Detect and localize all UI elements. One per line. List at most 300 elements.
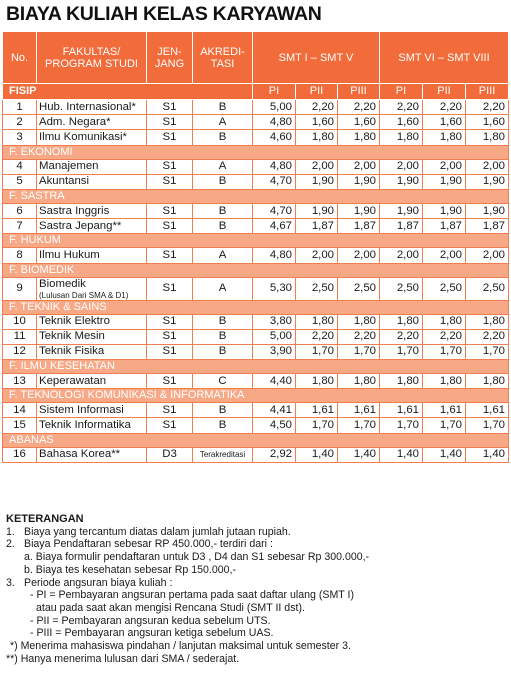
fee-smt2-p3 [466,130,509,145]
note-3a-cont: atau pada saat akan mengisi Rencana Studi (SMT II dst). [36,601,305,614]
program-name-text: Akuntansi [39,175,90,188]
fee-smt2-p1 [380,174,423,189]
row-akreditasi [193,329,253,344]
fee-smt1-p1-text: 3,90 [269,345,292,358]
program-name-text: Manajemen [39,160,99,173]
row-number [3,159,37,174]
fee-smt2-p1 [380,219,423,234]
note-2a: a. Biaya formulir pendaftaran untuk D3 , D4 dan S1 sebesar Rp 300.000,- [24,551,370,564]
row-jenjang-text: D3 [162,448,177,461]
fee-smt2-p2 [423,344,466,359]
fee-smt1-p1 [253,248,296,263]
row-akreditasi-text: B [218,204,227,217]
program-name [37,203,147,218]
row-jenjang-text: S1 [162,403,177,416]
fee-smt2-p2 [423,329,466,344]
fee-smt1-p3-text: 1,90 [353,204,376,217]
fee-smt1-p1 [253,100,296,115]
fee-smt1-p1-text: 4,80 [269,160,292,173]
row-akreditasi-text: B [218,403,227,416]
row-jenjang [147,159,193,174]
row-akreditasi-text: Terakreditasi [199,450,246,460]
row-jenjang-text: S1 [162,345,177,358]
fee-smt2-p1 [380,159,423,174]
fee-smt1-p2 [296,329,338,344]
row-number [3,277,37,300]
group-teknik [3,314,509,360]
fee-smt1-p2-text: 1,90 [311,204,334,217]
row-jenjang [147,203,193,218]
group-fisip [3,100,509,146]
fee-smt2-p1-text: 2,00 [396,160,419,173]
fee-smt1-p2-text: 1,70 [311,345,334,358]
row-akreditasi [193,100,253,115]
fee-smt1-p1 [253,159,296,174]
fee-smt2-p2 [423,314,466,329]
fee-smt2-p1-text: 2,20 [396,330,419,343]
fee-smt1-p3-text: 2,20 [353,100,376,113]
note-3b: - PII = Pembayaran angsuran kedua sebelum UTS. [30,614,271,627]
row-number-text: 4 [16,160,23,173]
fee-smt1-p1-text: 4,80 [269,248,292,261]
row-akreditasi [193,314,253,329]
fee-smt2-p2 [423,277,466,300]
table-row [3,159,509,174]
fee-smt1-p2 [296,418,338,433]
program-name-text: Hub. Internasional* [39,100,136,113]
program-name [37,100,147,115]
row-jenjang-text: S1 [162,175,177,188]
fee-smt2-p2-text: 1,80 [439,374,462,387]
header-fakultas: FAKULTAS/ PROGRAM STUDI [37,32,147,84]
fee-smt1-p2-text: 1,87 [311,219,334,232]
row-jenjang [147,100,193,115]
fee-smt2-p1-text: 1,60 [396,115,419,128]
fee-smt2-p1 [380,403,423,418]
fee-smt2-p2-text: 2,20 [439,330,462,343]
fee-smt1-p1-text: 4,70 [269,204,292,217]
fee-smt2-p1-text: 1,80 [396,315,419,328]
row-number [3,100,37,115]
fee-smt2-p1-text: 2,00 [396,248,419,261]
fee-smt1-p1-text: 4,40 [269,374,292,387]
row-number-text: 11 [13,330,26,343]
row-number-text: 1 [16,100,23,113]
row-jenjang-text: S1 [162,115,177,128]
fee-smt1-p2-text: 1,40 [311,448,334,461]
row-akreditasi [193,174,253,189]
program-name-text: Sistem Informasi [39,403,124,416]
row-number [3,314,37,329]
fee-smt1-p1 [253,130,296,145]
fee-smt2-p3-text: 1,61 [482,403,506,416]
row-number [3,248,37,263]
fee-smt2-p2 [423,174,466,189]
table-row [3,374,509,389]
table-row [3,344,509,359]
fee-smt1-p3-text: 2,00 [353,160,376,173]
fee-table [2,31,509,463]
fee-smt2-p3 [466,418,509,433]
row-number-text: 5 [16,175,23,188]
row-jenjang [147,314,193,329]
fee-smt1-p3 [338,418,380,433]
row-jenjang [147,248,193,263]
header-p1: PI [380,84,423,100]
group-ekonomi [3,159,509,189]
row-number-text: 2 [16,115,23,128]
section-teknik: F. TEKNIK & SAINS [3,300,509,314]
fee-smt1-p1-text: 4,80 [269,115,292,128]
row-number-text: 16 [13,448,26,461]
program-name-text: Teknik Informatika [39,419,131,432]
fee-smt1-p1-text: 4,70 [269,175,292,188]
fee-smt2-p1-text: 2,20 [396,100,419,113]
row-number [3,130,37,145]
row-jenjang [147,403,193,418]
fee-smt1-p2 [296,403,338,418]
fee-smt1-p2-text: 1,80 [311,374,334,387]
row-number [3,418,37,433]
row-jenjang-text: S1 [162,204,177,217]
fee-smt2-p1-text: 1,80 [396,374,419,387]
row-akreditasi-text: A [218,248,227,261]
fee-smt2-p2 [423,203,466,218]
row-akreditasi-text: C [218,374,227,387]
row-number [3,203,37,218]
fee-smt2-p3 [466,203,509,218]
fee-smt2-p3 [466,174,509,189]
fee-smt2-p1-text: 1,40 [396,448,419,461]
fee-smt2-p1 [380,418,423,433]
fee-smt1-p3 [338,130,380,145]
fee-smt2-p1 [380,374,423,389]
fee-smt2-p3-text: 2,20 [482,100,506,113]
group-abanas [3,447,509,462]
fee-smt1-p3 [338,314,380,329]
row-akreditasi-text: B [218,130,227,143]
note-2: Biaya Pendaftaran sebesar RP 450.000,- terdiri dari : [24,538,273,551]
fee-smt2-p3-text: 1,80 [482,315,506,328]
table-row [3,314,509,329]
program-name [37,159,147,174]
row-number [3,374,37,389]
fee-smt1-p1-text: 5,30 [269,282,292,294]
row-akreditasi-text: B [218,219,227,232]
row-number [3,403,37,418]
table-row [3,174,509,189]
row-jenjang [147,329,193,344]
fee-smt1-p1 [253,403,296,418]
note-3: Periode angsuran biaya kuliah : [24,576,173,589]
fee-smt2-p2-text: 1,90 [439,175,462,188]
row-jenjang [147,174,193,189]
fee-smt1-p3-text: 1,70 [353,345,376,358]
fee-smt1-p1-text: 5,00 [269,100,292,113]
fee-smt2-p3-text: 1,87 [482,219,506,232]
row-jenjang-text: S1 [162,374,177,387]
fee-smt2-p3 [466,100,509,115]
fee-smt2-p1-text: 1,90 [396,175,419,188]
program-name [37,447,147,462]
fee-smt2-p2-text: 1,80 [439,130,462,143]
fee-smt1-p2-text: 2,00 [311,248,334,261]
fee-smt2-p2-text: 1,87 [439,219,462,232]
table-row [3,447,509,462]
fee-smt2-p2 [423,447,466,462]
row-jenjang-text: S1 [162,419,177,432]
header-no: No. [3,32,37,84]
note-3a: - PI = Pembayaran angsuran pertama pada saat daftar ulang (SMT I) [30,589,354,602]
row-akreditasi [193,447,253,462]
row-akreditasi [193,374,253,389]
group-hukum [3,248,509,263]
program-name [37,248,147,263]
note-3c: - PIII = Pembayaran angsuran ketiga sebelum UAS. [30,627,274,640]
fee-smt1-p3-text: 1,80 [353,374,376,387]
fee-smt1-p2 [296,130,338,145]
fee-smt1-p3 [338,374,380,389]
fee-smt1-p3-text: 1,70 [353,419,376,432]
fee-smt1-p3 [338,100,380,115]
fee-smt2-p1 [380,203,423,218]
fee-smt2-p1-text: 1,90 [396,204,419,217]
fee-smt1-p2-text: 2,20 [311,100,334,113]
row-akreditasi [193,403,253,418]
fee-smt2-p1 [380,130,423,145]
fee-smt2-p1 [380,314,423,329]
program-name [37,174,147,189]
program-name-text: Adm. Negara* [39,115,111,128]
program-note: (Lulusan Dari SMA & D1) [39,290,129,300]
row-number-text: 12 [13,345,26,358]
fee-smt2-p3-text: 1,90 [482,175,506,188]
fee-smt1-p2-text: 1,70 [311,419,334,432]
fee-smt1-p1 [253,277,296,300]
row-number-text: 14 [13,403,26,416]
row-akreditasi-text: A [218,160,227,173]
row-number-text: 8 [16,248,23,261]
star-note-1: *) Menerima mahasiswa pindahan / lanjutan maksimal untuk semester 3. [10,640,351,653]
fee-smt1-p3-text: 1,80 [353,315,376,328]
fee-smt2-p2-text: 2,00 [439,160,462,173]
row-number [3,344,37,359]
row-akreditasi [193,277,253,300]
program-name-text: Teknik Elektro [39,315,110,328]
row-jenjang [147,277,193,300]
row-jenjang [147,130,193,145]
fee-smt1-p2 [296,115,338,130]
section-abanas: ABANAS [3,433,509,447]
row-akreditasi [193,418,253,433]
fee-smt1-p1 [253,219,296,234]
fee-smt2-p2-text: 2,00 [439,248,462,261]
fee-smt1-p3-text: 1,90 [353,175,376,188]
row-jenjang-text: S1 [162,282,177,294]
fee-smt1-p3 [338,248,380,263]
row-number-text: 15 [13,419,26,432]
fee-smt1-p1 [253,115,296,130]
fee-smt1-p1-text: 4,67 [269,219,292,232]
header-jenjang: JEN- JANG [147,32,193,84]
header-p3: PIII [338,84,380,100]
program-name-text: Teknik Fisika [39,345,105,358]
row-number-text: 3 [16,130,23,143]
fee-smt2-p1-text: 1,87 [396,219,419,232]
fee-smt1-p1 [253,174,296,189]
table-row [3,100,509,115]
fee-smt2-p3 [466,344,509,359]
row-akreditasi-text: B [218,315,227,328]
fee-smt1-p2 [296,374,338,389]
fee-smt2-p3-text: 2,20 [482,330,506,343]
row-number [3,447,37,462]
table-row [3,248,509,263]
row-akreditasi-text: A [218,282,227,294]
fee-smt1-p2 [296,174,338,189]
table-row [3,203,509,218]
row-number [3,329,37,344]
fee-smt2-p3 [466,447,509,462]
row-jenjang-text: S1 [162,160,177,173]
fee-smt2-p3-text: 1,60 [482,115,506,128]
table-row [3,219,509,234]
fee-smt2-p1-text: 1,70 [396,345,419,358]
row-jenjang-text: S1 [162,315,177,328]
row-jenjang-text: S1 [162,130,177,143]
fee-smt2-p2 [423,403,466,418]
program-name-text: Ilmu Komunikasi* [39,130,127,143]
group-biomedik [3,277,509,300]
fee-smt1-p2 [296,277,338,300]
row-number [3,219,37,234]
header-smt-2: SMT VI – SMT VIII [380,32,509,84]
fee-smt1-p2 [296,314,338,329]
fee-smt1-p1-text: 5,00 [269,330,292,343]
fee-smt1-p3 [338,115,380,130]
row-akreditasi [193,203,253,218]
table-row [3,329,509,344]
fee-smt2-p3-text: 1,70 [482,419,506,432]
fee-smt2-p2 [423,248,466,263]
row-akreditasi-text: B [218,100,227,113]
fee-smt1-p1 [253,314,296,329]
fee-smt1-p3 [338,203,380,218]
fee-smt1-p1 [253,374,296,389]
table-row [3,418,509,433]
fee-smt1-p3 [338,159,380,174]
fee-smt1-p1-text: 3,80 [269,315,292,328]
section-kesehatan: F. ILMU KESEHATAN [3,360,509,374]
fee-smt2-p2-text: 1,70 [439,345,462,358]
group-sastra [3,203,509,233]
note-number: 3. [6,576,15,589]
table-row [3,403,509,418]
note-1: Biaya yang tercantum diatas dalam jumlah jutaan rupiah. [24,525,291,538]
fee-smt1-p3-text: 1,60 [353,115,376,128]
fee-smt1-p2 [296,344,338,359]
fee-smt2-p3 [466,374,509,389]
fee-smt1-p2 [296,219,338,234]
fee-smt1-p1-text: 2,92 [269,448,292,461]
program-name [37,374,147,389]
table-row [3,277,509,300]
fee-smt2-p3 [466,403,509,418]
fee-smt1-p3 [338,174,380,189]
fee-smt2-p1 [380,329,423,344]
fee-smt2-p3 [466,329,509,344]
note-number: 2. [6,538,15,551]
fee-smt1-p3 [338,447,380,462]
fee-smt1-p3 [338,219,380,234]
fee-smt1-p2-text: 1,80 [311,315,334,328]
row-akreditasi-text: A [218,115,227,128]
row-jenjang-text: S1 [162,248,177,261]
fee-smt2-p3-text: 1,40 [482,448,506,461]
row-number-text: 13 [13,374,26,387]
fee-smt1-p2 [296,159,338,174]
group-kesehatan [3,374,509,389]
fee-smt2-p3-text: 1,80 [482,374,506,387]
fee-smt2-p1-text: 1,80 [396,130,419,143]
row-akreditasi [193,115,253,130]
program-name-text: Keperawatan [39,374,107,387]
row-akreditasi [193,219,253,234]
fee-smt2-p2-text: 1,80 [439,315,462,328]
fee-smt2-p2 [423,159,466,174]
fee-smt1-p2-text: 1,61 [311,403,334,416]
fee-smt2-p3 [466,314,509,329]
row-akreditasi-text: B [218,345,227,358]
fee-smt2-p2 [423,374,466,389]
header-akreditasi: AKREDI- TASI [193,32,253,84]
fee-smt2-p1 [380,277,423,300]
fee-smt1-p1 [253,418,296,433]
fee-smt1-p3-text: 1,80 [353,130,376,143]
fee-smt2-p3-text: 2,00 [482,160,506,173]
fee-smt2-p3-text: 1,90 [482,204,506,217]
fee-smt2-p3-text: 1,80 [482,130,506,143]
fee-smt1-p3-text: 2,20 [353,330,376,343]
fee-smt2-p3 [466,248,509,263]
fee-smt2-p2-text: 2,20 [439,100,462,113]
program-name [37,344,147,359]
row-number [3,174,37,189]
fee-smt1-p1 [253,344,296,359]
row-akreditasi-text: B [218,330,227,343]
fee-smt1-p2 [296,447,338,462]
fee-smt1-p3-text: 2,50 [353,282,376,294]
row-akreditasi [193,159,253,174]
fee-smt2-p3 [466,277,509,300]
fee-smt2-p3 [466,115,509,130]
row-akreditasi [193,248,253,263]
fee-smt2-p2-text: 1,70 [439,419,462,432]
fee-smt1-p1-text: 4,41 [269,403,292,416]
program-name [37,418,147,433]
fee-smt1-p1-text: 4,60 [269,130,292,143]
fee-smt1-p3 [338,329,380,344]
note-2b: b. Biaya tes kesehatan sebesar Rp 150.000,- [24,563,237,576]
fee-smt2-p1 [380,115,423,130]
section-fisip: FISIP [3,84,253,100]
fee-smt2-p3-text: 2,00 [482,248,506,261]
program-name [37,130,147,145]
row-jenjang [147,374,193,389]
fee-smt2-p2 [423,100,466,115]
program-name-text: Teknik Mesin [39,330,105,343]
row-jenjang [147,219,193,234]
